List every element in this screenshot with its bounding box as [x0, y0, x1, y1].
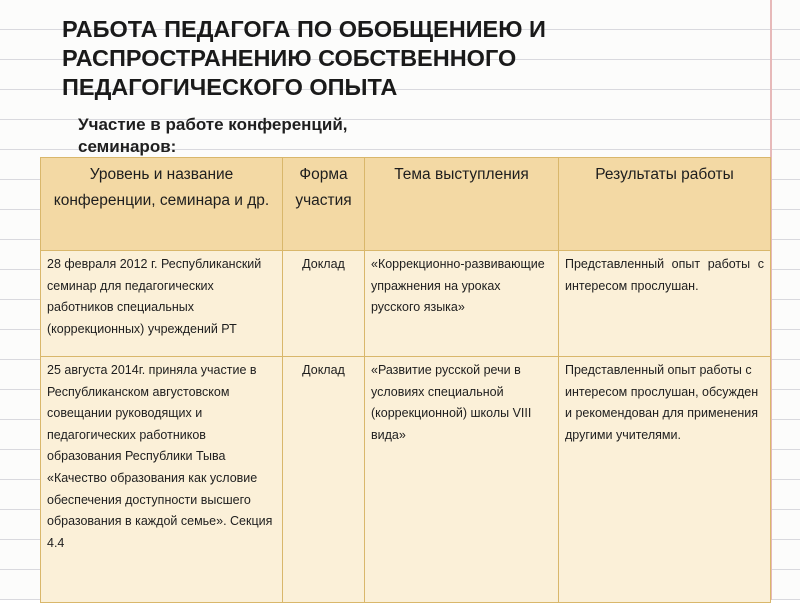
cell-level: 28 февраля 2012 г. Республиканский семинар для педагогических работников специальных (коррекционных) учреждений РТ — [41, 251, 283, 357]
cell-form: Доклад — [283, 357, 365, 603]
cell-result: Представленный опыт работы с интересом прослушан. — [559, 251, 771, 357]
header-result: Результаты работы — [559, 158, 771, 251]
cell-form: Доклад — [283, 251, 365, 357]
slide-subtitle: Участие в работе конференций, семинаров: — [78, 115, 348, 156]
header-level: Уровень и название конференции, семинара и др. — [41, 158, 283, 251]
cell-topic: «Коррекционно-развивающие упражнения на уроках русского языка» — [365, 251, 559, 357]
slide-title: РАБОТА ПЕДАГОГА ПО ОБОБЩЕНИЕЮ И РАСПРОСТРАНЕНИЮ СОБСТВЕННОГО ПЕДАГОГИЧЕСКОГО ОПЫТА — [62, 16, 546, 100]
table-header-row — [41, 158, 771, 251]
cell-level: 25 августа 2014г. приняла участие в Республиканском августовском совещании руководящих и педагогических работников образования Республики Тыва «Качество образования как условие обеспечения доступности высшего образования в каждой семье». Секция 4.4 — [41, 357, 283, 603]
cell-result: Представленный опыт работы с интересом прослушан, обсужден и рекомендован для применения другими учителями. — [559, 357, 771, 603]
cell-topic: «Развитие русской речи в условиях специальной (коррекционной) школы VIII вида» — [365, 357, 559, 603]
conference-participation-table — [40, 157, 771, 603]
header-form: Форма участия — [283, 158, 365, 251]
header-topic: Тема выступления — [365, 158, 559, 251]
table-row — [41, 357, 771, 603]
table-row — [41, 251, 771, 357]
